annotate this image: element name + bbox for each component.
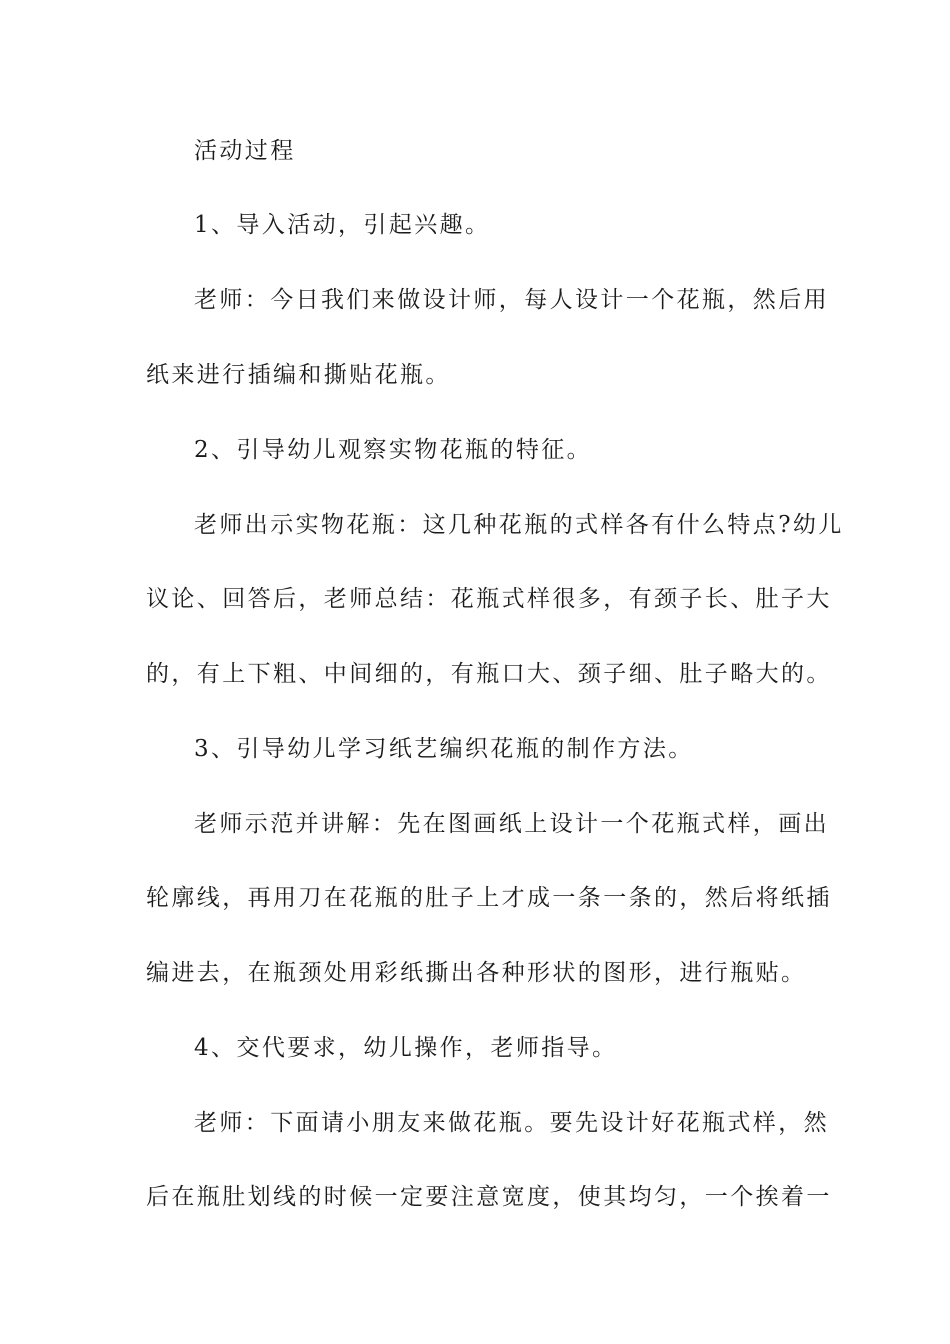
paragraph-line: 老师：下面请小朋友来做花瓶。要先设计好花瓶式样，然	[194, 1110, 829, 1136]
step-heading: 1、导入活动，引起兴趣。	[194, 212, 491, 238]
paragraph-line: 编进去，在瓶颈处用彩纸撕出各种形状的图形，进行瓶贴。	[146, 960, 807, 986]
step-heading: 3、引导幼儿学习纸艺编织花瓶的制作方法。	[194, 736, 694, 762]
paragraph-line: 老师示范并讲解：先在图画纸上设计一个花瓶式样，画出	[194, 811, 829, 837]
step-heading: 4、交代要求，幼儿操作，老师指导。	[194, 1035, 618, 1061]
paragraph-line: 老师出示实物花瓶：这几种花瓶的式样各有什么特点?幼儿	[194, 512, 844, 538]
paragraph-line: 纸来进行插编和撕贴花瓶。	[146, 362, 451, 388]
section-heading: 活动过程	[194, 138, 296, 164]
paragraph-line: 轮廓线，再用刀在花瓶的肚子上才成一条一条的，然后将纸插	[146, 885, 832, 911]
paragraph-line: 的，有上下粗、中间细的，有瓶口大、颈子细、肚子略大的。	[146, 661, 832, 687]
paragraph-line: 议论、回答后，老师总结：花瓶式样很多，有颈子长、肚子大	[146, 586, 832, 612]
step-heading: 2、引导幼儿观察实物花瓶的特征。	[194, 437, 593, 463]
paragraph-line: 老师：今日我们来做设计师，每人设计一个花瓶，然后用	[194, 287, 829, 313]
paragraph-line: 后在瓶肚划线的时候一定要注意宽度，使其均匀，一个挨着一	[146, 1184, 832, 1210]
